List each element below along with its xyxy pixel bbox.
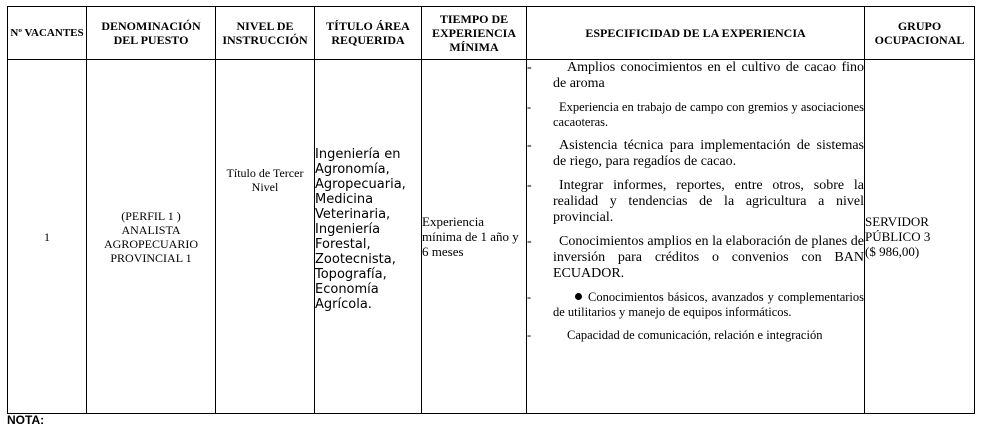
header-nivel-label: NIVEL DE INSTRUCCIÓN [222, 19, 308, 47]
cell-puesto [87, 60, 216, 414]
especificidad-item [527, 100, 864, 130]
cell-grupo [865, 60, 975, 414]
cell-vacantes: 1 [8, 60, 87, 414]
especificidad-item [527, 328, 864, 343]
cell-titulo [315, 60, 422, 414]
grupo-line1: SERVIDOR [865, 214, 929, 229]
cell-nivel [216, 60, 315, 414]
cell-tiempo [422, 60, 527, 414]
especificidad-item [527, 60, 864, 92]
especificidad-list [527, 60, 864, 343]
vacancy-table [7, 6, 975, 414]
titulo-item: Ingeniería [315, 222, 381, 237]
header-row [8, 7, 975, 60]
header-tiempo [422, 7, 527, 60]
titulo-item: Zootecnista, [315, 252, 396, 267]
especificidad-text: Experiencia en trabajo de campo con gremios y asociaciones cacaoteras. [553, 100, 864, 129]
header-nivel [216, 7, 315, 60]
titulo-item: Forestal, [315, 237, 371, 252]
especificidad-text: Conocimientos amplios en la elaboración de planes de inversión para créditos o convenios con BAN ECUADOR. [553, 234, 864, 281]
nota-label: NOTA: [7, 413, 45, 427]
dash-marker: - [527, 100, 532, 114]
especificidad-text: Asistencia técnica para implementación de sistemas de riego, para regadíos de cacao. [553, 138, 864, 169]
titulo-item: Veterinaria, [315, 207, 391, 222]
especificidad-item [527, 138, 864, 170]
tiempo-label: Experiencia mínima de 1 año y 6 meses [422, 214, 519, 259]
grupo-line2: PÚBLICO 3 [865, 229, 931, 244]
nivel-label: Título de Tercer Nivel [226, 166, 304, 194]
header-especificidad: ESPECIFICIDAD DE LA EXPERIENCIA [527, 7, 865, 60]
titulo-item: Economía [315, 282, 379, 297]
titulo-list [315, 147, 421, 312]
titulo-item: Agropecuaria, [315, 177, 406, 192]
especificidad-item [527, 178, 864, 226]
dash-marker: - [527, 328, 532, 342]
header-vacantes: Nº VACANTES [8, 7, 87, 60]
especificidad-text: Capacidad de comunicación, relación e integración [567, 328, 823, 342]
titulo-item: Agrícola. [315, 297, 372, 312]
grupo-salario: ($ 986,00) [865, 244, 920, 259]
header-titulo-label: TÍTULO ÁREA REQUERIDA [326, 19, 410, 47]
especificidad-text: Amplios conocimientos en el cultivo de cacao fino de aroma [553, 60, 864, 91]
header-tiempo-label: TIEMPO DE EXPERIENCIA MÍNIMA [431, 12, 516, 54]
header-denominacion [87, 7, 216, 60]
bullet-icon [575, 293, 582, 300]
especificidad-text: Integrar informes, reportes, entre otros, sobre la realidad y tendencias de la agricultura a nivel provincial. [553, 178, 864, 225]
puesto-label: ANALISTA AGROPECUARIO PROVINCIAL 1 [103, 222, 198, 265]
dash-marker: - [527, 60, 532, 75]
especificidad-item [527, 234, 864, 282]
dash-marker: - [527, 178, 532, 193]
header-denominacion-label: DENOMINACIÓN DEL PUESTO [101, 19, 201, 47]
cell-especificidad [527, 60, 865, 414]
titulo-item: Agronomía, [315, 162, 390, 177]
dash-marker: - [527, 234, 532, 249]
dash-marker: - [527, 290, 532, 304]
titulo-item: Topografía, [315, 267, 387, 282]
header-titulo [315, 7, 422, 60]
especificidad-item [527, 290, 864, 320]
titulo-item: Ingeniería en [315, 147, 401, 162]
perfil-label: (PERFIL 1 ) [121, 208, 181, 223]
header-grupo-label: GRUPO OCUPACIONAL [874, 19, 965, 47]
header-grupo [865, 7, 975, 60]
especificidad-text: Conocimientos básicos, avanzados y complementarios de utilitarios y manejo de equipos informáticos. [553, 290, 864, 319]
titulo-item: Medicina [315, 192, 374, 207]
dash-marker: - [527, 138, 532, 153]
data-row [8, 60, 975, 414]
